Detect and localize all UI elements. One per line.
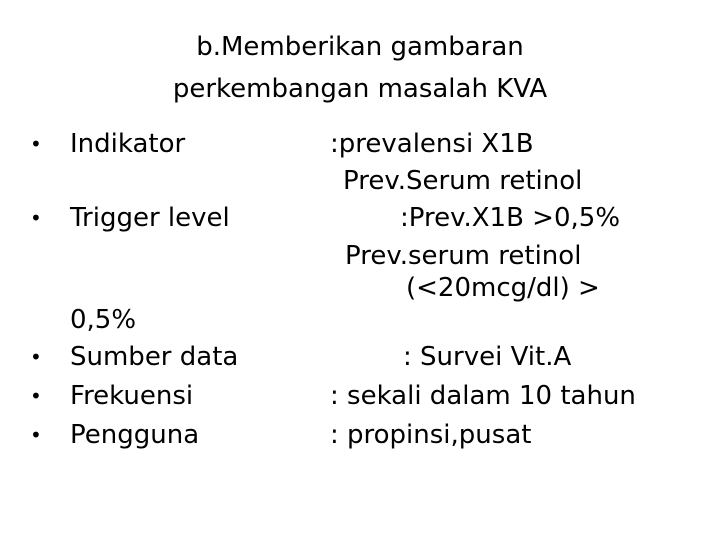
label-pengguna: Pengguna <box>70 420 200 450</box>
bullet-icon: • <box>30 345 42 369</box>
value-pengguna: : propinsi,pusat <box>330 420 532 450</box>
value-indikator-line-2: Prev.Serum retinol <box>343 166 583 196</box>
value-frekuensi: : sekali dalam 10 tahun <box>330 381 636 411</box>
label-sumber-data: Sumber data <box>70 342 239 372</box>
bullet-icon: • <box>30 132 42 156</box>
value-trigger-line-1: :Prev.X1B >0,5% <box>400 203 621 233</box>
value-indikator-line-1: :prevalensi X1B <box>330 129 534 159</box>
label-frekuensi: Frekuensi <box>70 381 194 411</box>
bullet-icon: • <box>30 384 42 408</box>
label-trigger-value: 0,5% <box>70 305 137 335</box>
label-trigger-level: Trigger level <box>70 203 230 233</box>
value-trigger-line-3: (<20mcg/dl) > <box>406 273 600 303</box>
bullet-icon: • <box>30 206 42 230</box>
value-sumber-data: : Survei Vit.A <box>403 342 572 372</box>
bullet-icon: • <box>30 423 42 447</box>
value-trigger-line-2: Prev.serum retinol <box>345 241 582 271</box>
slide-title-line-2: perkembangan masalah KVA <box>172 74 548 104</box>
label-indikator: Indikator <box>70 129 186 159</box>
slide-title-line-1: b.Memberikan gambaran <box>196 32 524 62</box>
